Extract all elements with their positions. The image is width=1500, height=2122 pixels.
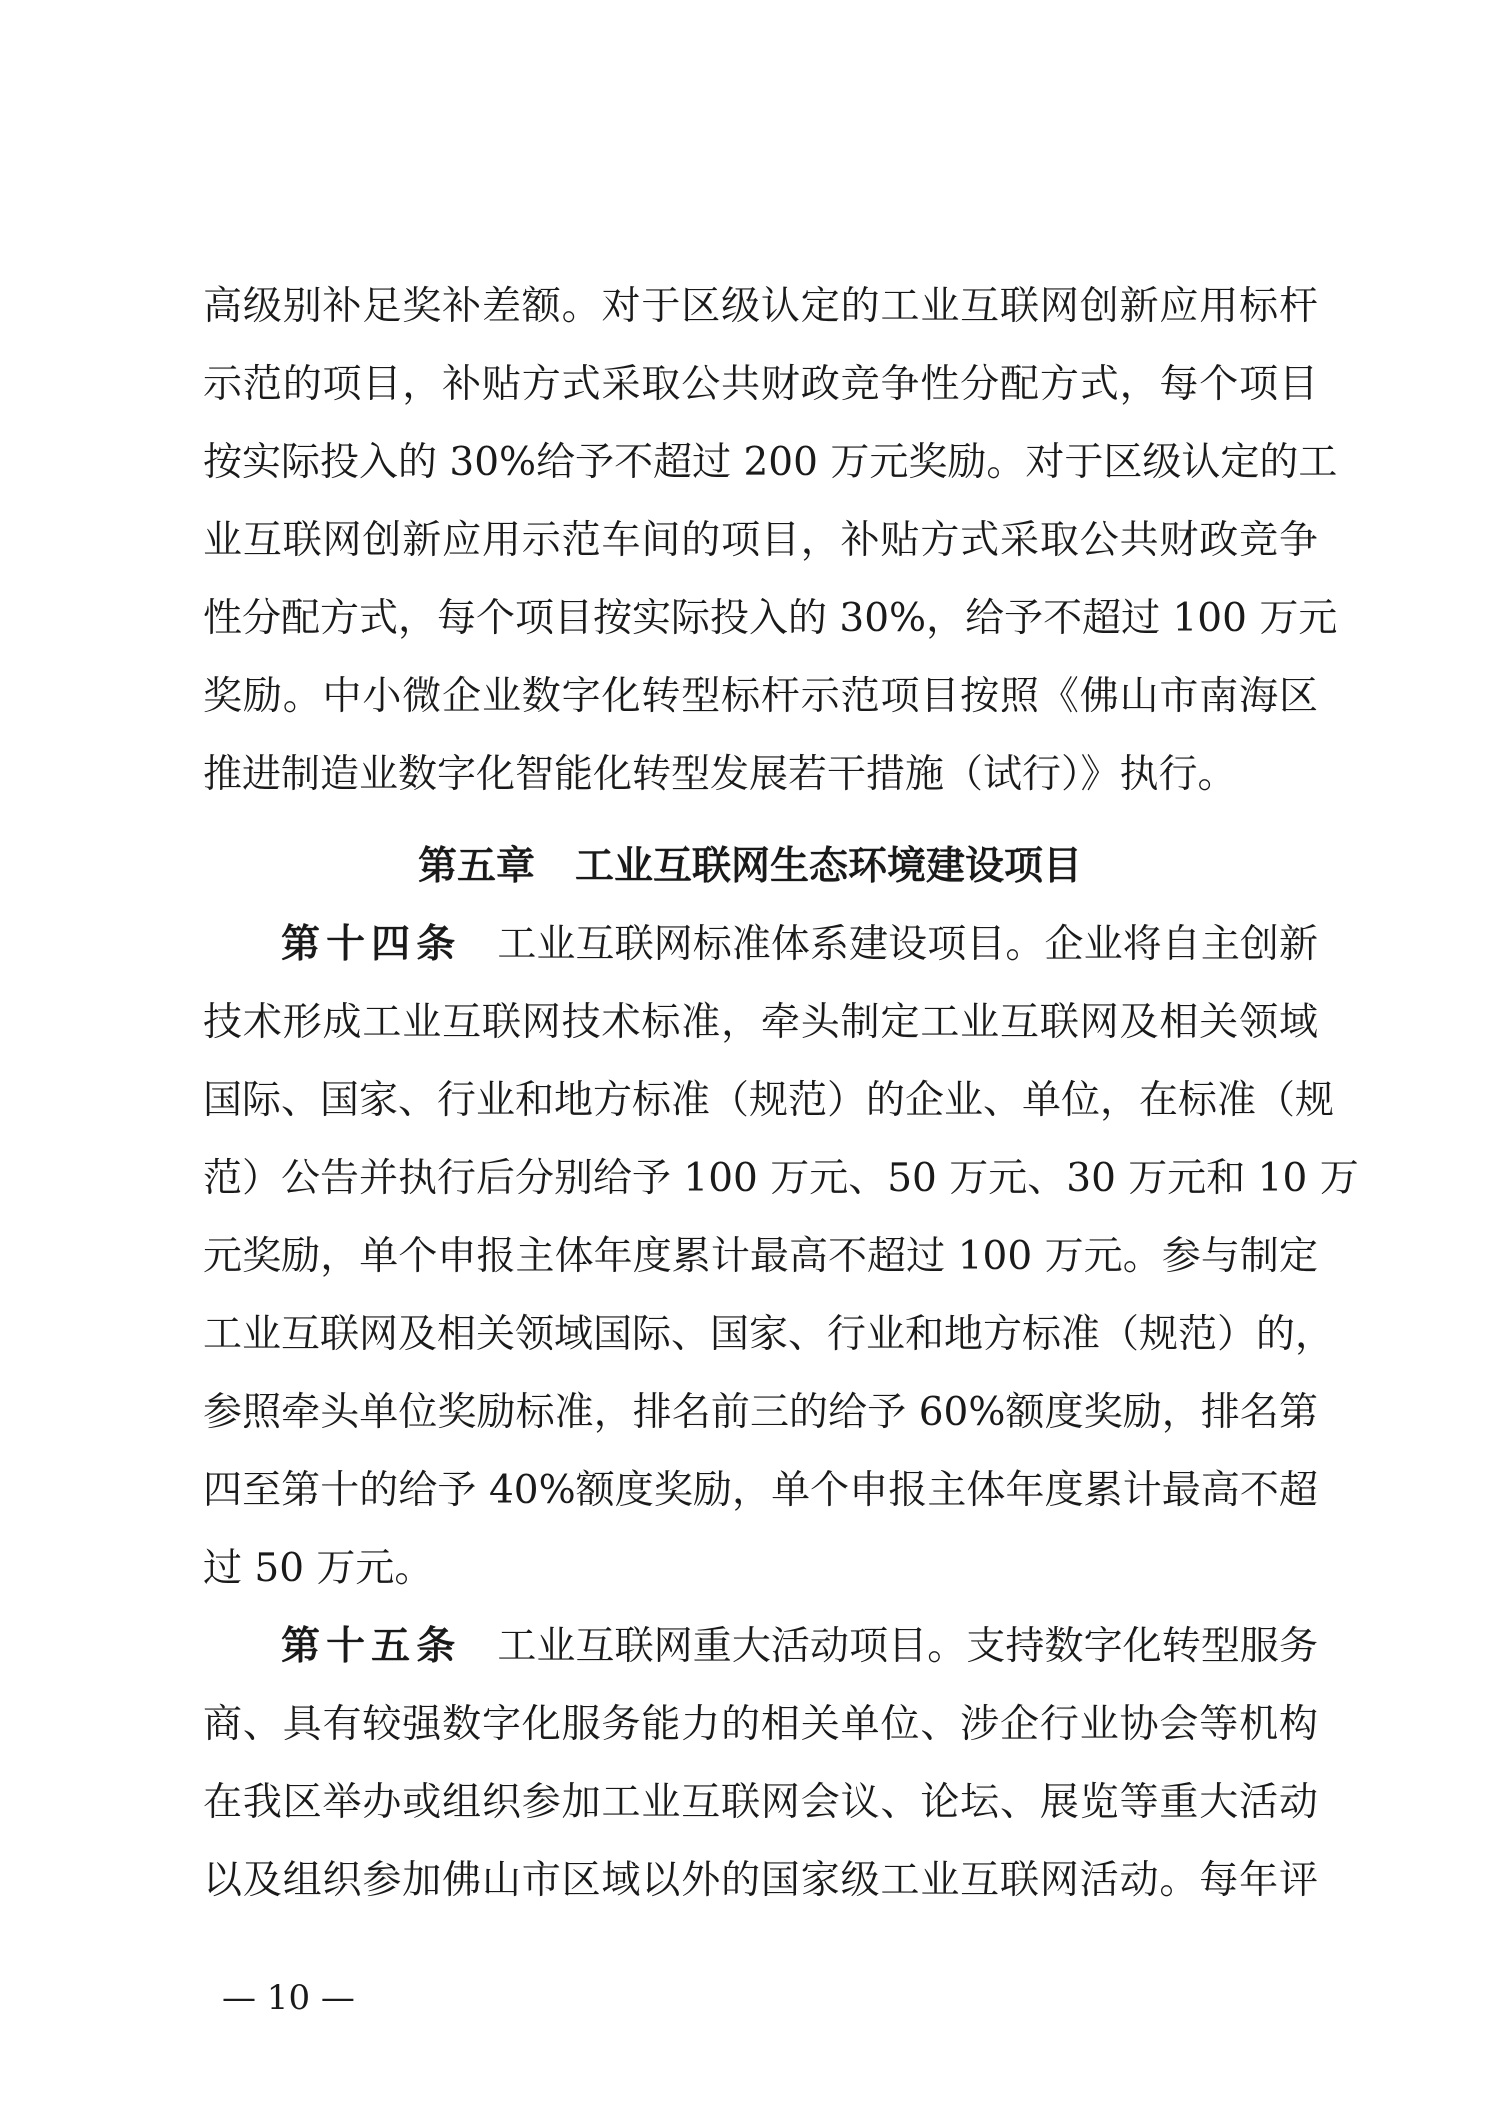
article-line: 范）公告并执行后分别给予 100 万元、50 万元、30 万元和 10 万 — [203, 1156, 1359, 1201]
article-label: 第十五条 — [281, 1624, 462, 1669]
article-line: 商、具有较强数字化服务能力的相关单位、涉企行业协会等机构 — [203, 1702, 1318, 1747]
article-line: 技术形成工业互联网技术标准，牵头制定工业互联网及相关领域 — [203, 1000, 1318, 1045]
paragraph-line: 推进制造业数字化智能化转型发展若干措施（试行）》执行。 — [203, 752, 1237, 797]
paragraph-line: 示范的项目，补贴方式采取公共财政竞争性分配方式，每个项目 — [203, 362, 1318, 407]
chapter-heading — [0, 843, 1500, 891]
article-label: 第十四条 — [281, 922, 462, 967]
article-line: 国际、国家、行业和地方标准（规范）的企业、单位，在标准（规 — [203, 1078, 1335, 1123]
paragraph-line: 按实际投入的 30%给予不超过 200 万元奖励。对于区级认定的工 — [203, 440, 1338, 485]
article-heading-text: 工业互联网标准体系建设项目。企业将自主创新 — [497, 922, 1318, 967]
paragraph-line: 业互联网创新应用示范车间的项目，补贴方式采取公共财政竞争 — [203, 518, 1318, 563]
article-line: 工业互联网及相关领域国际、国家、行业和地方标准（规范）的， — [203, 1312, 1335, 1357]
article-first-line — [281, 1623, 1318, 1671]
chapter-number: 第五章 — [417, 844, 535, 889]
article-line: 以及组织参加佛山市区域以外的国家级工业互联网活动。每年评 — [203, 1858, 1318, 1903]
paragraph-line: 高级别补足奖补差额。对于区级认定的工业互联网创新应用标杆 — [203, 284, 1318, 329]
article-line: 过 50 万元。 — [203, 1546, 434, 1591]
paragraph-line: 奖励。中小微企业数字化转型标杆示范项目按照《佛山市南海区 — [203, 674, 1318, 719]
chapter-title: 工业互联网生态环境建设项目 — [575, 844, 1083, 889]
paragraph-line: 性分配方式，每个项目按实际投入的 30%，给予不超过 100 万元 — [203, 596, 1338, 641]
page-number: — 10 — — [222, 1978, 355, 2018]
article-first-line — [281, 921, 1318, 969]
article-line: 四至第十的给予 40%额度奖励，单个申报主体年度累计最高不超 — [203, 1468, 1318, 1513]
article-line: 参照牵头单位奖励标准，排名前三的给予 60%额度奖励，排名第 — [203, 1390, 1318, 1435]
article-line: 在我区举办或组织参加工业互联网会议、论坛、展览等重大活动 — [203, 1780, 1318, 1825]
article-line: 元奖励，单个申报主体年度累计最高不超过 100 万元。参与制定 — [203, 1234, 1318, 1279]
article-heading-text: 工业互联网重大活动项目。支持数字化转型服务 — [497, 1624, 1318, 1669]
